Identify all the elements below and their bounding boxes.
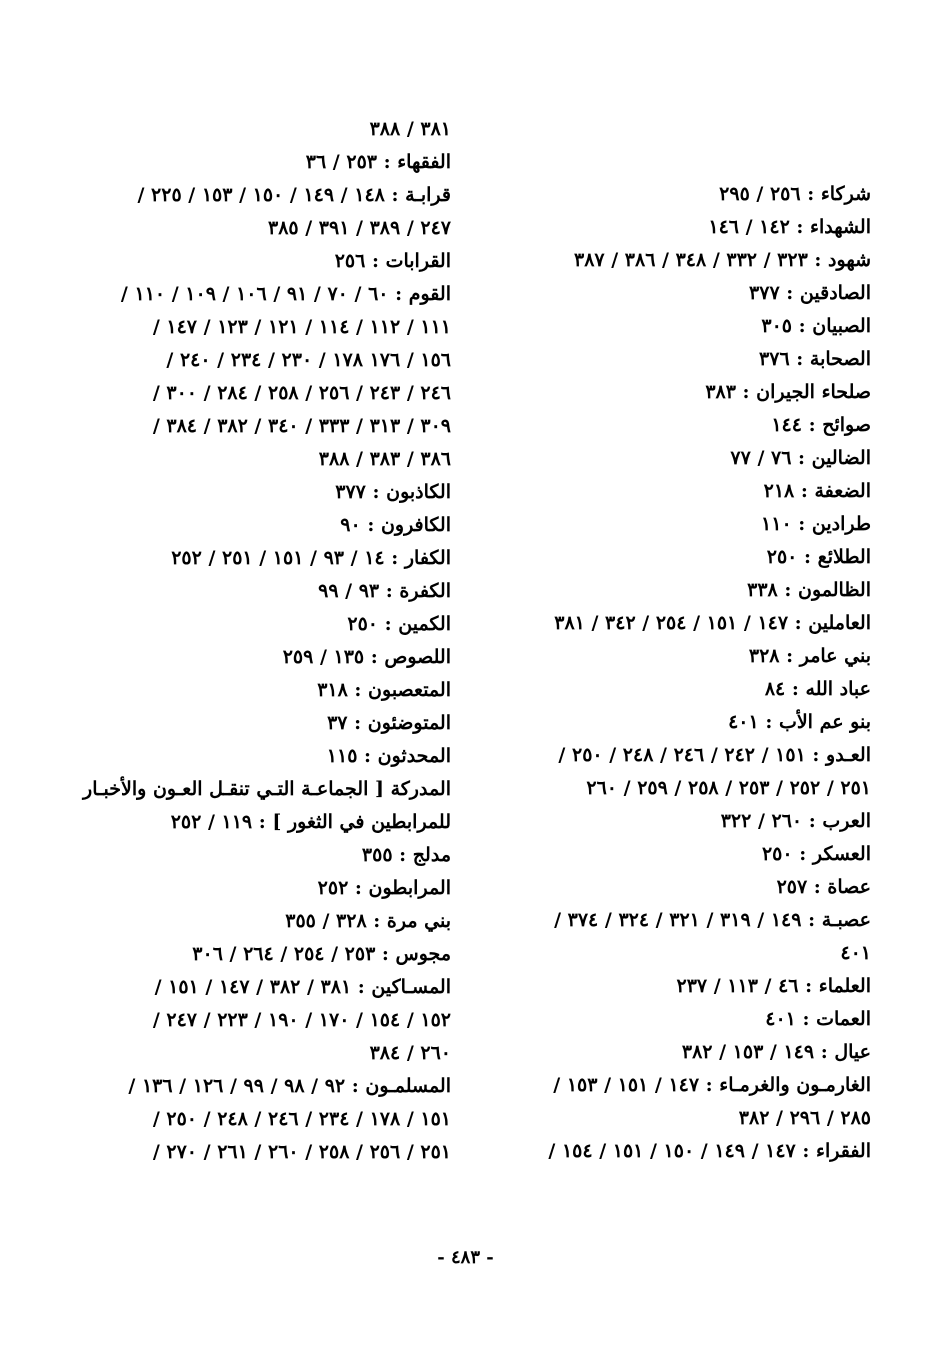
index-entry-line: ٤٠١: [840, 942, 871, 964]
index-entry-line: القوم : ٦٠ / ٧٠ / ٩١ / ١٠٦ / ١٠٩ / ١١٠ /: [120, 283, 451, 305]
index-entry-line: المتعصبون : ٣١٨: [317, 679, 451, 701]
index-entry-line: المسـاكين : ٣٨١ / ٣٨٢ / ١٤٧ / ١٥١ /: [154, 976, 451, 998]
index-entry-line: الكاذبون : ٣٧٧: [335, 481, 451, 503]
index-entry-line: الضعفة : ٢١٨: [763, 480, 871, 502]
index-entry-line: الفقراء : ١٤٧ / ١٤٩ / ١٥٠ / ١٥١ / ١٥٤ /: [548, 1140, 871, 1162]
index-entry-line: المدركة [ الجماعـة التـي تنقـل العـون والأخبـار: [83, 778, 451, 800]
index-column-left: [71, 113, 451, 1169]
index-entry-line: المرابطون : ٢٥٢: [317, 877, 451, 899]
page-number: - ٤٨٣ -: [437, 1247, 494, 1268]
index-entry-line: عباد الله : ٨٤: [764, 678, 871, 700]
index-entry-line: بني مرة : ٣٢٨ / ٣٥٥: [285, 910, 451, 932]
index-entry-line: العلماء : ٤٦ / ١١٣ / ٢٣٧: [676, 975, 871, 997]
index-entry-line: المسلمـون : ٩٢ / ٩٨ / ٩٩ / ١٢٦ / ١٣٦ /: [128, 1075, 451, 1097]
index-entry-line: الصبيان : ٣٠٥: [761, 315, 871, 337]
index-entry-line: عصاة : ٢٥٧: [776, 876, 871, 898]
index-entry-line: صلحاء الجيران : ٣٨٣: [705, 381, 871, 403]
index-entry-line: مدلج : ٣٥٥: [361, 844, 451, 866]
index-entry-line: الفقهاء : ٢٥٣ / ٣٦: [305, 151, 451, 173]
index-entry-line: الشهداء : ١٤٢ / ١٤٦: [708, 216, 871, 238]
index-entry-line: عيال : ١٤٩ / ١٥٣ / ٣٨٢: [681, 1041, 871, 1063]
index-entry-line: العمات : ٤٠١: [765, 1008, 871, 1030]
index-entry-line: الصحابة : ٣٧٦: [759, 348, 871, 370]
index-entry-line: الكفار : ١٤ / ٩٣ / ١٥١ / ٢٥١ / ٢٥٢: [171, 547, 451, 569]
index-entry-line: الطلائع : ٢٥٠: [766, 546, 871, 568]
index-entry-line: ١٥١ / ١٧٨ / ٢٣٤ / ٢٤٦ / ٢٤٨ / ٢٥٠ /: [152, 1108, 451, 1130]
index-entry-line: الكافرون : ٩٠: [340, 514, 451, 536]
index-entry-line: العاملين : ١٤٧ / ١٥١ / ٢٥٤ / ٣٤٢ / ٣٨١: [554, 612, 871, 634]
index-entry-line: للمرابطين في الثغور ] : ١١٩ / ٢٥٢: [170, 811, 451, 833]
index-entry-line: ٢٨٥ / ٢٩٦ / ٣٨٢: [738, 1107, 871, 1129]
index-entry-line: الضالين : ٧٦ / ٧٧: [730, 447, 871, 469]
index-entry-line: بني عامر : ٣٢٨: [748, 645, 871, 667]
index-entry-line: عصبـة : ١٤٩ / ٣١٩ / ٣٢١ / ٣٢٤ / ٣٧٤ /: [554, 909, 871, 931]
index-entry-line: العـدو : ١٥١ / ٢٤٢ / ٢٤٦ / ٢٤٨ / ٢٥٠ /: [558, 744, 871, 766]
index-entry-line: ٢٥١ / ٢٥٢ / ٢٥٣ / ٢٥٨ / ٢٥٩ / ٢٦٠: [586, 777, 871, 799]
index-entry-line: ١٥٢ / ١٥٤ / ١٧٠ / ١٩٠ / ٢٢٣ / ٢٤٧ /: [152, 1009, 451, 1031]
index-entry-line: ٣٨٦ / ٣٨٣ / ٣٨٨: [318, 448, 451, 470]
index-entry-line: بنو عم الأب : ٤٠١: [728, 711, 871, 733]
index-entry-line: ١٥٦ / ١٧٦ ١٧٨ / ٢٣٠ / ٢٣٤ / ٢٤٠ /: [166, 349, 451, 371]
index-entry-line: صوائح : ١٤٤: [771, 414, 871, 436]
index-entry-line: ٣٨١ / ٣٨٨: [369, 118, 451, 140]
index-entry-line: الكفرة : ٩٣ / ٩٩: [318, 580, 451, 602]
index-entry-line: العرب : ٢٦٠ / ٣٢٢: [720, 810, 871, 832]
index-entry-line: ٢٤٧ / ٣٨٩ / ٣٩١ / ٣٨٥: [267, 217, 451, 239]
index-entry-line: طرادين : ١١٠: [761, 513, 871, 535]
index-entry-line: الغارمـون والغرمـاء : ١٤٧ / ١٥١ / ١٥٣ /: [553, 1074, 871, 1096]
index-entry-line: الظالمون : ٣٣٨: [747, 579, 871, 601]
index-entry-line: شهود : ٣٢٣ / ٣٣٢ / ٣٤٨ / ٣٨٦ / ٣٨٧: [573, 249, 871, 271]
index-entry-line: العسكر : ٢٥٠: [761, 843, 871, 865]
index-entry-line: ٢٤٦ / ٢٤٣ / ٢٥٦ / ٢٥٨ / ٢٨٤ / ٣٠٠ /: [152, 382, 451, 404]
index-entry-line: شركاء : ٢٥٦ / ٢٩٥: [719, 183, 871, 205]
index-entry-line: ١١١ / ١١٢ / ١١٤ / ١٢١ / ١٢٣ / ١٤٧ /: [152, 316, 451, 338]
index-entry-line: مجوس : ٢٥٣ / ٢٥٤ / ٢٦٤ / ٣٠٦: [192, 943, 451, 965]
index-entry-line: الصادقين : ٣٧٧: [749, 282, 871, 304]
index-entry-line: قرابـة : ١٤٨ / ١٤٩ / ١٥٠ / ١٥٣ / ٢٢٥ /: [137, 184, 451, 206]
index-column-right: [491, 178, 871, 1168]
index-entry-line: ٢٥١ / ٢٥٦ / ٢٥٨ / ٢٦٠ / ٢٦١ / ٢٧٠ /: [152, 1141, 451, 1163]
index-entry-line: المحدثون : ١١٥: [326, 745, 451, 767]
index-entry-line: ٢٦٠ / ٣٨٤: [369, 1042, 451, 1064]
index-entry-line: القرابات : ٢٥٦: [334, 250, 451, 272]
index-entry-line: اللصوص : ١٣٥ / ٢٥٩: [282, 646, 451, 668]
index-entry-line: ٣٠٩ / ٣١٣ / ٣٣٣ / ٣٤٠ / ٣٨٢ / ٣٨٤ /: [152, 415, 451, 437]
index-entry-line: الكمين : ٢٥٠: [347, 613, 451, 635]
index-entry-line: المتوضئون : ٣٧: [327, 712, 451, 734]
